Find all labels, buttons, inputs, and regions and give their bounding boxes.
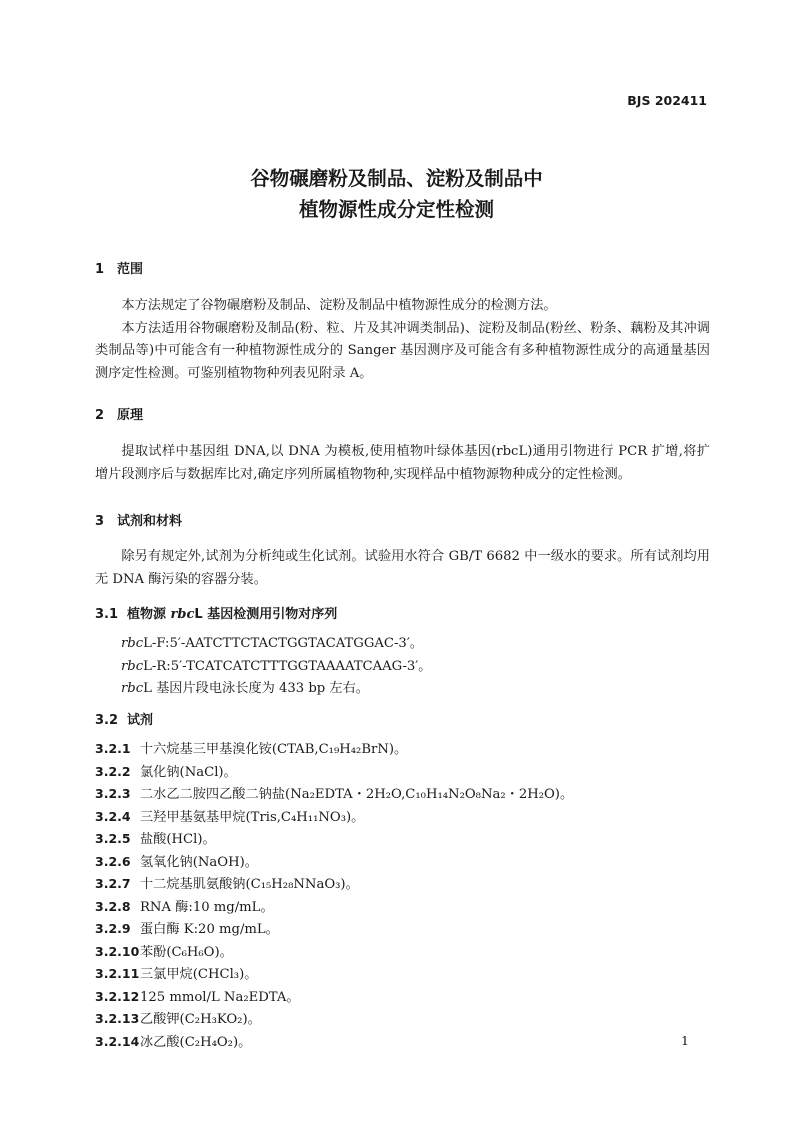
- section-number: 3.2: [95, 713, 119, 728]
- section-3-2-heading: [95, 709, 153, 728]
- section-number: 3: [95, 514, 105, 529]
- section-number: 3.1: [95, 607, 119, 622]
- reagent-item: 3.2.5 盐酸(HCl)。: [95, 831, 216, 847]
- title-line-2: 植物源性成分定性检测: [298, 198, 494, 221]
- reagent-item: 3.2.9 蛋白酶 K:20 mg/mL。: [95, 921, 279, 937]
- gene-prefix: rbc: [121, 681, 144, 696]
- reagent-item: 3.2.13乙酸钾(C₂H₃KO₂)。: [95, 1011, 261, 1027]
- section-title: 试剂: [127, 713, 154, 728]
- section-title: 范围: [117, 262, 144, 277]
- page-number: 1: [681, 1033, 689, 1048]
- reagent-item: 3.2.2 氯化钠(NaCl)。: [95, 764, 237, 780]
- section-3-heading: [95, 510, 182, 529]
- primer-reverse: rbcL-R:5′-TCATCATCTTTGGTAAAATCAAG-3′。: [121, 659, 432, 674]
- reagent-item: 3.2.1 十六烷基三甲基溴化铵(CTAB,C₁₉H₄₂BrN)。: [95, 741, 408, 757]
- reagent-item: 3.2.10苯酚(C₆H₆O)。: [95, 944, 233, 960]
- section-2-body: [95, 441, 710, 486]
- section-title: 植物源 rbcL 基因检测用引物对序列: [127, 607, 338, 622]
- reagent-item: 3.2.6 氢氧化钠(NaOH)。: [95, 854, 258, 870]
- reagent-item: 3.2.3 二水乙二胺四乙酸二钠盐(Na₂EDTA・2H₂O,C₁₀H₁₄N₂O₈Na₂・2H₂O)。: [95, 786, 574, 802]
- section-title: 原理: [117, 408, 144, 423]
- paragraph: 本方法规定了谷物碾磨粉及制品、淀粉及制品中植物源性成分的检测方法。: [121, 298, 557, 313]
- gene-prefix: rbc: [121, 636, 144, 651]
- section-title: 试剂和材料: [117, 514, 183, 529]
- reagent-item: 3.2.11三氯甲烷(CHCl₃)。: [95, 966, 258, 982]
- fragment-length: rbcL 基因片段电泳长度为 433 bp 左右。: [121, 681, 369, 696]
- section-1-body: [95, 295, 710, 386]
- section-number: 2: [95, 408, 105, 423]
- reagent-item: 3.2.4 三羟甲基氨基甲烷(Tris,C₄H₁₁NO₃)。: [95, 809, 365, 825]
- gene-prefix: rbc: [121, 659, 144, 674]
- section-number: 1: [95, 262, 105, 277]
- reagent-item: 3.2.8 RNA 酶:10 mg/mL。: [95, 899, 274, 915]
- document-id: BJS 202411: [627, 93, 707, 108]
- section-3-body: [95, 546, 710, 591]
- gene-name: rbc: [170, 607, 195, 622]
- paragraph: 除另有规定外,试剂为分析纯或生化试剂。试验用水符合 GB/T 6682 中一级水的要求。所有试剂均用无 DNA 酶污染的容器分装。: [95, 549, 710, 587]
- reagent-item: 3.2.12125 mmol/L Na₂EDTA。: [95, 989, 300, 1005]
- paragraph: 本方法适用谷物碾磨粉及制品(粉、粒、片及其冲调类制品)、淀粉及制品(粉丝、粉条、藕粉及其冲调类制品等)中可能含有一种植物源性成分的 Sanger 基因测序及可能含有多种植物源性成分的高通量基因测序定性检测。可鉴别植物物种列表见附录 A。: [95, 320, 710, 382]
- primer-forward: rbcL-F:5′-AATCTTCTACTGGTACATGGAC-3′。: [121, 636, 424, 651]
- reagent-item: 3.2.14冰乙酸(C₂H₄O₂)。: [95, 1034, 252, 1050]
- paragraph: 提取试样中基因组 DNA,以 DNA 为模板,使用植物叶绿体基因(rbcL)通用引物进行 PCR 扩增,将扩增片段测序后与数据库比对,确定序列所属植物物种,实现样品中植物源物种成分的定性检测。: [95, 444, 710, 482]
- reagent-item: 3.2.7 十二烷基肌氨酸钠(C₁₅H₂₈NNaO₃)。: [95, 876, 359, 892]
- section-2-heading: [95, 404, 143, 423]
- section-1-heading: [95, 258, 143, 277]
- title-line-1: 谷物碾磨粉及制品、淀粉及制品中: [250, 167, 543, 190]
- section-3-1-heading: [95, 603, 337, 622]
